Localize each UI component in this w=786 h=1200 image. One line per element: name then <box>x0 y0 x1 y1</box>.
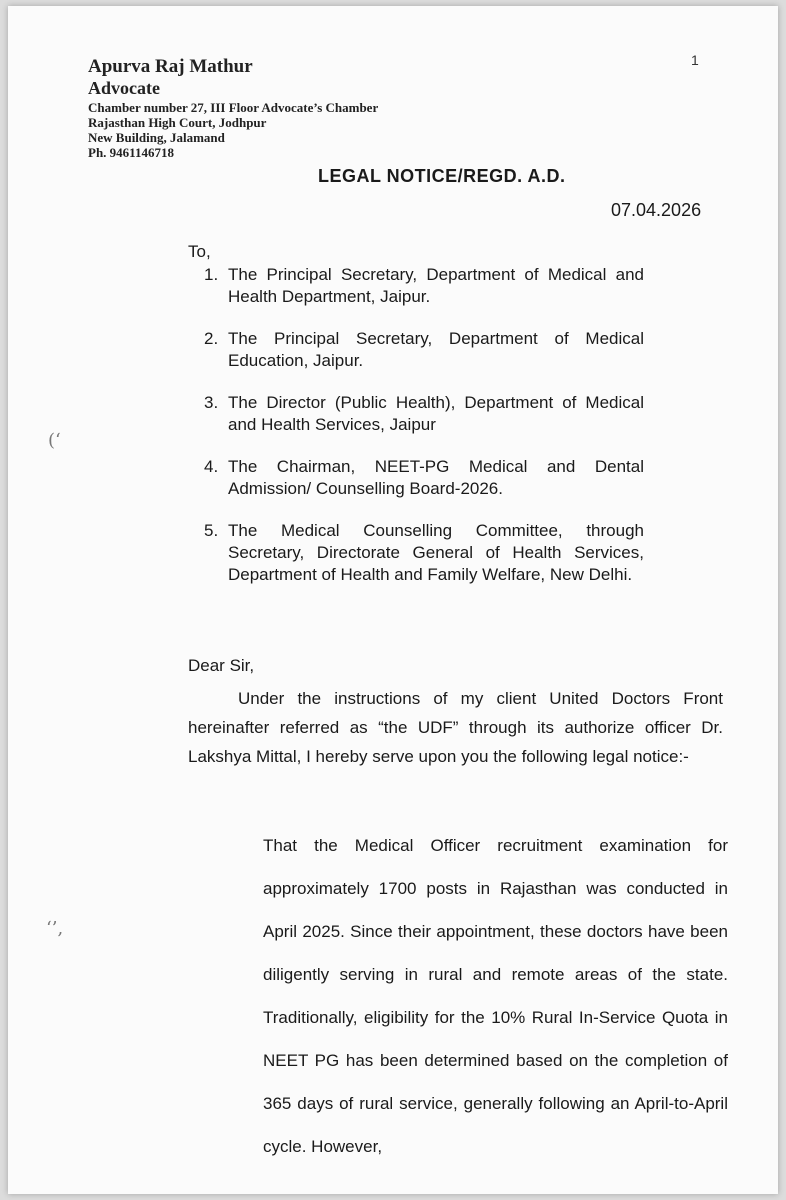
recipient-item <box>204 328 644 372</box>
recipient-text: The Director (Public Health), Department of Medical and Health Services, Jaipur <box>228 393 644 434</box>
phone-number: Ph. 9461146718 <box>88 145 174 160</box>
recipient-item <box>204 392 644 436</box>
salutation: Dear Sir, <box>188 656 255 675</box>
recipient-number: 3. <box>204 393 219 412</box>
margin-mark: (‘ <box>48 430 61 451</box>
recipient-item <box>204 520 644 586</box>
recipient-number: 2. <box>204 329 219 348</box>
recipient-item <box>204 456 644 500</box>
notice-title: LEGAL NOTICE/REGD. A.D. <box>318 166 566 186</box>
advocate-title: Advocate <box>88 78 160 98</box>
letterhead <box>88 56 378 160</box>
address-line: Chamber number 27, III Floor Advocate’s Chamber <box>88 100 379 115</box>
body-paragraph: That the Medical Officer recruitment examination for approximately 1700 posts in Rajasthan was conducted in April 2025. Since their appointment, these doctors have been diligently serving in rural and remote areas of the state. Traditionally, eligibility for the 10% Rural In-Service Quota in NEET PG has been determined based on the completion of 365 days of rural service, generally following an April-to-April cycle. However, <box>263 836 728 1156</box>
address-line: Rajasthan High Court, Jodhpur <box>88 115 267 130</box>
recipient-text: The Chairman, NEET-PG Medical and Dental Admission/ Counselling Board-2026. <box>228 457 644 498</box>
address-line: New Building, Jalamand <box>88 130 225 145</box>
recipient-text: The Principal Secretary, Department of Medical and Health Department, Jaipur. <box>228 265 644 306</box>
document-page <box>8 6 778 1194</box>
recipient-text: The Principal Secretary, Department of Medical Education, Jaipur. <box>228 329 644 370</box>
recipient-number: 4. <box>204 457 219 476</box>
recipient-text: The Medical Counselling Committee, through Secretary, Directorate General of Health Services, Department of Health and Family Welfare, New Delhi. <box>228 521 644 584</box>
page-number: 1 <box>691 52 699 68</box>
recipient-list <box>204 264 644 606</box>
to-label: To, <box>188 242 211 261</box>
intro-paragraph: Under the instructions of my client United Doctors Front hereinafter referred as “the UDF” through its authorize officer Dr. Lakshya Mittal, I hereby serve upon you the following legal notice:- <box>188 689 723 766</box>
margin-mark: ‘’, <box>46 918 64 939</box>
recipient-item <box>204 264 644 308</box>
notice-date: 07.04.2026 <box>611 200 702 220</box>
recipient-number: 5. <box>204 521 219 540</box>
recipient-number: 1. <box>204 265 219 284</box>
advocate-name: Apurva Raj Mathur <box>88 56 253 77</box>
